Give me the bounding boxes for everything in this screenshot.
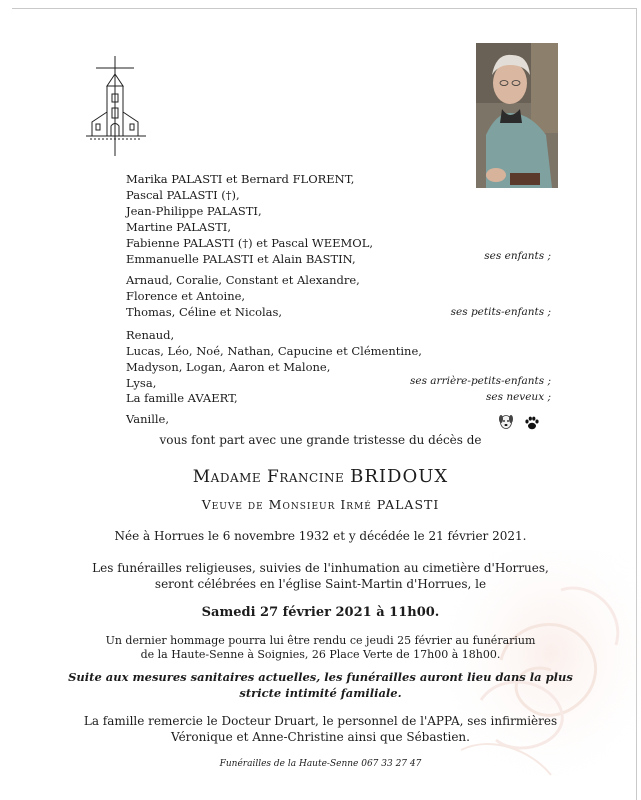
nephews-relation: ses neveux ;	[485, 391, 551, 403]
deceased-title: Madame Francine	[192, 467, 345, 487]
list-item: Renaud,	[126, 328, 175, 342]
great-grandchildren-list	[126, 327, 422, 391]
pet-icons	[497, 413, 541, 431]
list-item: Lucas, Léo, Noé, Nathan, Capucine et Clémentine,	[126, 344, 422, 358]
list-item: Martine PALASTI,	[126, 220, 231, 234]
list-item: Pascal PALASTI (†),	[126, 188, 240, 202]
deceased-surname: BRIDOUX	[350, 466, 449, 487]
list-item: Jean-Philippe PALASTI,	[126, 204, 262, 218]
list-item: Thomas, Céline et Nicolas,	[126, 305, 283, 319]
grandchildren-relation: ses petits-enfants ;	[450, 306, 551, 318]
grandchildren-list	[126, 272, 360, 320]
funeral-line-1: Les funérailles religieuses, suivies de l'inhumation au cimetière d'Horrues,	[92, 561, 549, 575]
pet-line: Vanille,	[126, 412, 170, 426]
list-item: Lysa,	[126, 376, 157, 390]
thanks-line-2: Véronique et Anne-Christine ainsi que Sébastien.	[171, 730, 470, 744]
funeral-home-footer: Funérailles de la Haute-Senne 067 33 27 47	[219, 759, 422, 769]
children-relation: ses enfants ;	[484, 250, 551, 262]
widow-prefix: Veuve de Monsieur Irmé	[201, 497, 372, 512]
funeral-date: Samedi 27 février 2021 à 11h00.	[201, 605, 440, 620]
children-list	[126, 171, 373, 267]
thanks-line-1: La famille remercie le Docteur Druart, le personnel de l'APPA, ses infirmières	[83, 714, 558, 728]
deceased-name	[0, 466, 641, 487]
list-item: Florence et Antoine,	[126, 289, 246, 303]
paw-icon	[524, 415, 540, 431]
list-item: Fabienne PALASTI (†) et Pascal WEEMOL,	[126, 236, 374, 250]
sanitary-notice-2: stricte intimité familiale.	[239, 686, 402, 700]
portrait-photo	[476, 43, 558, 188]
funeral-line-2: seront célébrées en l'église Saint-Martin d'Horrues, le	[154, 577, 487, 591]
list-item: Madyson, Logan, Aaron et Malone,	[126, 360, 331, 374]
page-border-top	[12, 8, 636, 9]
great-grandchildren-relation: ses arrière-petits-enfants ;	[409, 375, 551, 387]
homage-line-1: Un dernier hommage pourra lui être rendu ce jeudi 25 février au funérarium	[105, 634, 536, 647]
sanitary-notice-1: Suite aux mesures sanitaires actuelles, les funérailles auront lieu dans la plus	[68, 670, 573, 684]
church-icon	[86, 56, 152, 156]
list-item: Marika PALASTI et Bernard FLORENT,	[126, 172, 355, 186]
widow-surname: PALASTI	[376, 497, 440, 512]
intro-text: vous font part avec une grande tristesse du décès de	[159, 433, 482, 447]
list-item: Arnaud, Coralie, Constant et Alexandre,	[126, 273, 360, 287]
list-item: Emmanuelle PALASTI et Alain BASTIN,	[126, 252, 356, 266]
nephews-line: La famille AVAERT,	[126, 391, 238, 405]
homage-line-2: de la Haute-Senne à Soignies, 26 Place Verte de 17h00 à 18h00.	[140, 648, 501, 661]
dog-icon	[497, 413, 515, 431]
birth-death-line: Née à Horrues le 6 novembre 1932 et y décédée le 21 février 2021.	[114, 529, 527, 543]
widow-line	[0, 497, 641, 512]
